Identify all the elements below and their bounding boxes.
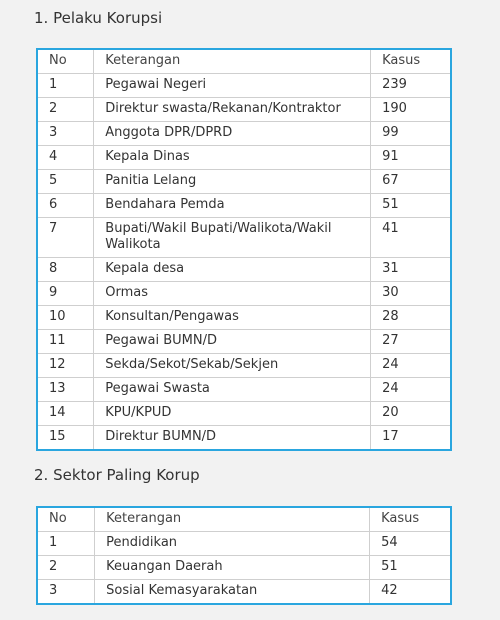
cell-no: 8 — [37, 258, 94, 282]
table-row — [37, 282, 451, 306]
cell-no: 6 — [37, 194, 94, 218]
cell-keterangan: Konsultan/Pengawas — [94, 306, 371, 330]
table-header-row — [37, 507, 451, 532]
cell-kasus: 28 — [371, 306, 451, 330]
cell-no: 3 — [37, 122, 94, 146]
cell-keterangan: Anggota DPR/DPRD — [94, 122, 371, 146]
cell-kasus: 67 — [371, 170, 451, 194]
table-row — [37, 194, 451, 218]
table-row — [37, 98, 451, 122]
cell-kasus: 42 — [370, 580, 451, 605]
cell-keterangan: Keuangan Daerah — [95, 556, 370, 580]
cell-keterangan: Bupati/Wakil Bupati/Walikota/Wakil Walikota — [94, 218, 371, 258]
cell-no: 2 — [37, 556, 95, 580]
cell-kasus: 17 — [371, 426, 451, 451]
cell-keterangan: Direktur BUMN/D — [94, 426, 371, 451]
cell-kasus: 31 — [371, 258, 451, 282]
pelaku-korupsi-table — [36, 48, 452, 451]
cell-no: 7 — [37, 218, 94, 258]
cell-no: 5 — [37, 170, 94, 194]
column-header-keterangan: Keterangan — [95, 507, 370, 532]
cell-keterangan: Kepala desa — [94, 258, 371, 282]
column-header-kasus: Kasus — [370, 507, 451, 532]
table-row — [37, 330, 451, 354]
cell-no: 4 — [37, 146, 94, 170]
cell-kasus: 20 — [371, 402, 451, 426]
cell-no: 1 — [37, 74, 94, 98]
cell-no: 1 — [37, 532, 95, 556]
cell-no: 9 — [37, 282, 94, 306]
column-header-no: No — [37, 507, 95, 532]
cell-no: 3 — [37, 580, 95, 605]
table-row — [37, 378, 451, 402]
cell-kasus: 51 — [371, 194, 451, 218]
column-header-keterangan: Keterangan — [94, 49, 371, 74]
cell-kasus: 54 — [370, 532, 451, 556]
table-row — [37, 218, 451, 258]
cell-kasus: 24 — [371, 378, 451, 402]
cell-keterangan: Ormas — [94, 282, 371, 306]
cell-keterangan: Bendahara Pemda — [94, 194, 371, 218]
table-header-row — [37, 49, 451, 74]
cell-keterangan: Pendidikan — [95, 532, 370, 556]
cell-no: 12 — [37, 354, 94, 378]
table-row — [37, 556, 451, 580]
cell-kasus: 27 — [371, 330, 451, 354]
cell-keterangan: Pegawai BUMN/D — [94, 330, 371, 354]
table-row — [37, 146, 451, 170]
cell-keterangan: Sosial Kemasyarakatan — [95, 580, 370, 605]
cell-kasus: 30 — [371, 282, 451, 306]
table-row — [37, 74, 451, 98]
cell-kasus: 51 — [370, 556, 451, 580]
table-row — [37, 402, 451, 426]
cell-kasus: 99 — [371, 122, 451, 146]
cell-keterangan: Kepala Dinas — [94, 146, 371, 170]
table-row — [37, 580, 451, 605]
cell-no: 11 — [37, 330, 94, 354]
cell-no: 10 — [37, 306, 94, 330]
table-row — [37, 170, 451, 194]
cell-no: 15 — [37, 426, 94, 451]
cell-keterangan: KPU/KPUD — [94, 402, 371, 426]
sektor-paling-korup-table — [36, 506, 452, 605]
section-title-pelaku-korupsi: 1. Pelaku Korupsi — [34, 9, 163, 27]
cell-kasus: 190 — [371, 98, 451, 122]
cell-kasus: 24 — [371, 354, 451, 378]
table-row — [37, 306, 451, 330]
cell-no: 14 — [37, 402, 94, 426]
cell-keterangan: Direktur swasta/Rekanan/Kontraktor — [94, 98, 371, 122]
cell-no: 13 — [37, 378, 94, 402]
table-row — [37, 258, 451, 282]
cell-kasus: 239 — [371, 74, 451, 98]
table-row — [37, 122, 451, 146]
table-row — [37, 532, 451, 556]
table-row — [37, 426, 451, 451]
cell-kasus: 91 — [371, 146, 451, 170]
section-title-sektor-paling-korup: 2. Sektor Paling Korup — [34, 466, 200, 484]
cell-keterangan: Panitia Lelang — [94, 170, 371, 194]
cell-no: 2 — [37, 98, 94, 122]
table-row — [37, 354, 451, 378]
cell-keterangan: Sekda/Sekot/Sekab/Sekjen — [94, 354, 371, 378]
column-header-no: No — [37, 49, 94, 74]
cell-kasus: 41 — [371, 218, 451, 258]
cell-keterangan: Pegawai Swasta — [94, 378, 371, 402]
column-header-kasus: Kasus — [371, 49, 451, 74]
cell-keterangan: Pegawai Negeri — [94, 74, 371, 98]
